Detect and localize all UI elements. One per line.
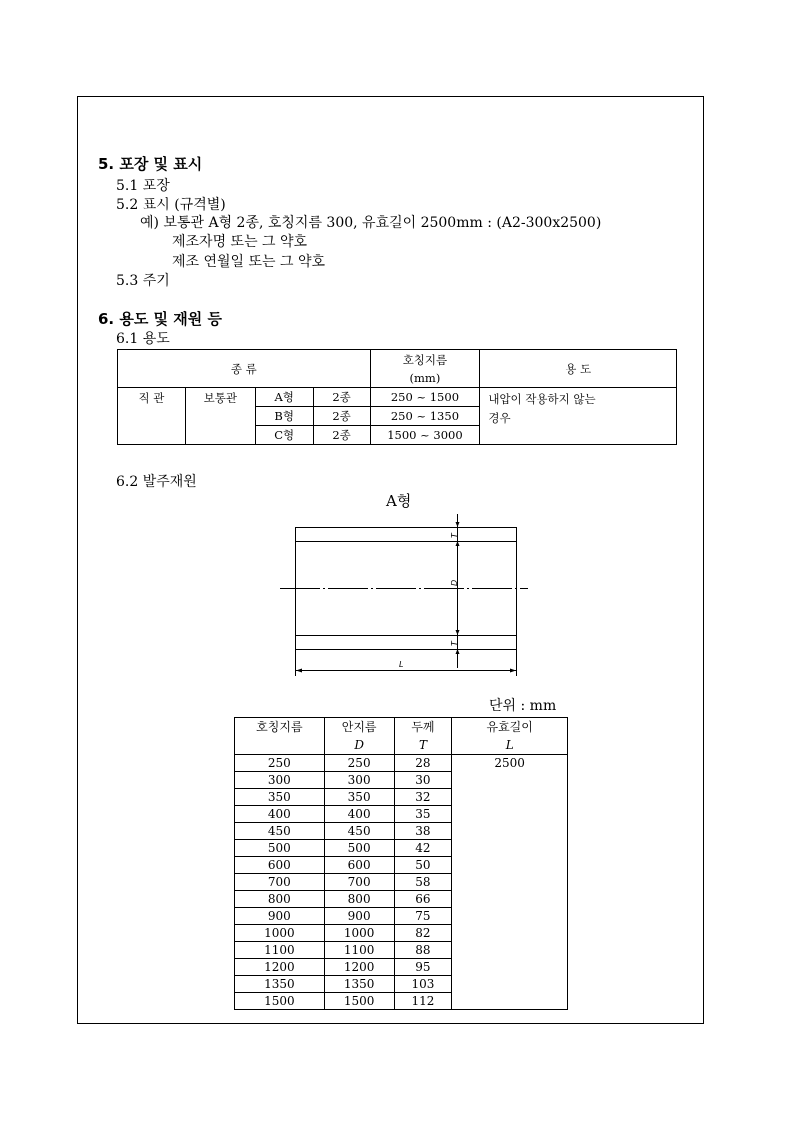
cell-thickness: 66 (394, 891, 452, 908)
section-5-title: 5. 포장 및 표시 (98, 155, 203, 173)
section-6-2: 6.2 발주재원 (116, 474, 197, 490)
section-6-title: 6. 용도 및 재원 등 (98, 310, 222, 328)
cell-range: 250 ~ 1500 (370, 388, 480, 407)
marking-example: 예) 보통관 A형 2종, 호칭지름 300, 유효길이 2500mm : (A2-300x2500) (140, 215, 602, 231)
cell-thickness: 103 (394, 976, 452, 993)
pipe-diagram (270, 508, 540, 680)
header-nominal-diameter: 호칭지름 (235, 718, 325, 737)
cell-thickness: 38 (394, 823, 452, 840)
cell-nominal: 1200 (235, 959, 325, 976)
cell-nominal: 700 (235, 874, 325, 891)
table-row (235, 755, 568, 772)
cell-nominal: 300 (235, 772, 325, 789)
cell-grade: 2종 (313, 426, 370, 445)
cell-range: 1500 ~ 3000 (370, 426, 480, 445)
label-thickness-top: T (450, 533, 459, 538)
cell-nominal: 1000 (235, 925, 325, 942)
marking-line-1: 제조자명 또는 그 약호 (172, 234, 308, 250)
marking-line-2: 제조 연월일 또는 그 약호 (172, 254, 326, 270)
header-thickness: 두께 (394, 718, 452, 737)
header-symbol-blank (235, 736, 325, 755)
label-inner-diameter: D (450, 579, 459, 586)
unit-label: 단위 : mm (489, 698, 557, 714)
cell-range: 250 ~ 1350 (370, 407, 480, 426)
cell-nominal: 350 (235, 789, 325, 806)
cell-thickness: 82 (394, 925, 452, 942)
cell-inner: 700 (324, 874, 394, 891)
cell-thickness: 75 (394, 908, 452, 925)
header-use: 용 도 (480, 350, 677, 388)
use-table (117, 349, 677, 445)
cell-nominal: 1100 (235, 942, 325, 959)
section-5-1: 5.1 포장 (116, 178, 170, 194)
header-symbol-d: D (324, 736, 394, 755)
cell-nominal: 400 (235, 806, 325, 823)
cell-thickness: 30 (394, 772, 452, 789)
header-effective-length: 유효길이 (452, 718, 568, 737)
section-5-3: 5.3 주기 (116, 273, 170, 289)
header-symbol-l: L (452, 736, 568, 755)
cell-thickness: 50 (394, 857, 452, 874)
cell-inner: 350 (324, 789, 394, 806)
cell-nominal: 800 (235, 891, 325, 908)
cell-thickness: 35 (394, 806, 452, 823)
cell-inner: 500 (324, 840, 394, 857)
cell-nominal: 1350 (235, 976, 325, 993)
cell-inner: 400 (324, 806, 394, 823)
cell-nominal: 1500 (235, 993, 325, 1010)
cell-inner: 300 (324, 772, 394, 789)
diagram-title: A형 (386, 492, 412, 510)
cell-nominal: 600 (235, 857, 325, 874)
cell-thickness: 58 (394, 874, 452, 891)
cell-inner: 1200 (324, 959, 394, 976)
header-kind: 종 류 (118, 350, 371, 388)
cell-nominal: 450 (235, 823, 325, 840)
cell-thickness: 112 (394, 993, 452, 1010)
cell-inner: 900 (324, 908, 394, 925)
cell-grade: 2종 (313, 407, 370, 426)
cell-inner: 250 (324, 755, 394, 772)
cell-type: C형 (255, 426, 313, 445)
header-inner-diameter: 안지름 (324, 718, 394, 737)
cell-nominal: 500 (235, 840, 325, 857)
label-length: L (399, 660, 404, 669)
cell-inner: 450 (324, 823, 394, 840)
cell-straight-pipe: 직 관 (118, 388, 186, 445)
cell-type: B형 (255, 407, 313, 426)
cell-nominal: 250 (235, 755, 325, 772)
cell-use-desc: 내압이 작용하지 않는 경우 (480, 388, 677, 445)
cell-thickness: 95 (394, 959, 452, 976)
section-5-2: 5.2 표시 (규격별) (116, 197, 226, 213)
section-6-1: 6.1 용도 (116, 331, 170, 347)
cell-inner: 1100 (324, 942, 394, 959)
cell-effective-length: 2500 (452, 755, 568, 1010)
cell-nominal: 900 (235, 908, 325, 925)
cell-inner: 1500 (324, 993, 394, 1010)
cell-inner: 600 (324, 857, 394, 874)
cell-inner: 800 (324, 891, 394, 908)
cell-inner: 1000 (324, 925, 394, 942)
dimension-table (234, 717, 568, 1010)
cell-thickness: 32 (394, 789, 452, 806)
cell-normal-pipe: 보통관 (185, 388, 255, 445)
cell-type: A형 (255, 388, 313, 407)
cell-thickness: 42 (394, 840, 452, 857)
label-thickness-bottom: T (450, 641, 459, 646)
cell-grade: 2종 (313, 388, 370, 407)
cell-inner: 1350 (324, 976, 394, 993)
header-diameter: 호칭지름 (mm) (370, 350, 480, 388)
cell-thickness: 28 (394, 755, 452, 772)
header-symbol-t: T (394, 736, 452, 755)
cell-thickness: 88 (394, 942, 452, 959)
